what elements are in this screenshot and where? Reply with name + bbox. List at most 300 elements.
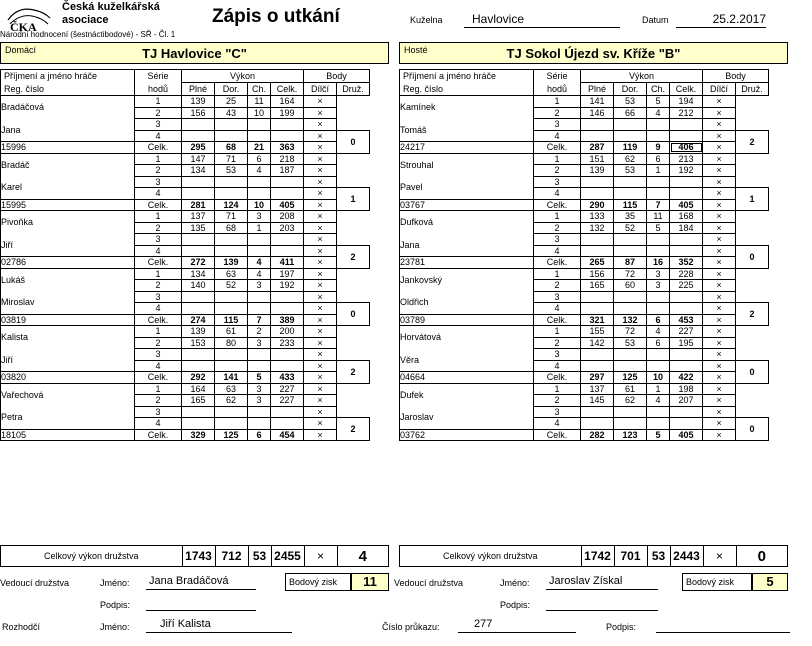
score-total: 119 xyxy=(614,142,647,154)
player-row xyxy=(400,153,769,165)
cross-mark: × xyxy=(703,314,736,326)
home-total-ch: 53 xyxy=(248,546,271,566)
date-label: Datum xyxy=(642,15,669,25)
cross-mark: × xyxy=(304,165,337,177)
score-cell: 199 xyxy=(271,107,304,119)
home-team-total xyxy=(0,545,389,567)
score-total: 6 xyxy=(248,429,271,441)
score-cell-empty xyxy=(271,119,304,131)
player-row xyxy=(1,96,370,108)
score-cell: 207 xyxy=(670,395,703,407)
score-total: 411 xyxy=(271,257,304,269)
cross-mark: × xyxy=(703,257,736,269)
cross-mark: × xyxy=(304,395,337,407)
points-spacer xyxy=(736,153,769,188)
player-firstname: Tomáš xyxy=(400,119,534,142)
score-cell: 218 xyxy=(271,153,304,165)
score-cell: 200 xyxy=(271,326,304,338)
serie-number: 2 xyxy=(534,337,581,349)
score-cell: 156 xyxy=(581,268,614,280)
cross-mark: × xyxy=(304,280,337,292)
celk-row-label: Celk. xyxy=(135,429,182,441)
score-total: 125 xyxy=(614,372,647,384)
player-reg-number: 18105 xyxy=(1,429,135,441)
player-row xyxy=(1,142,370,154)
score-cell: 3 xyxy=(248,337,271,349)
cross-mark: × xyxy=(703,130,736,142)
cross-mark: × xyxy=(703,107,736,119)
points-spacer xyxy=(736,211,769,246)
cross-mark: × xyxy=(703,418,736,430)
score-cell: 72 xyxy=(614,268,647,280)
score-cell-empty xyxy=(248,176,271,188)
score-cell: 6 xyxy=(248,153,271,165)
score-cell: 233 xyxy=(271,337,304,349)
score-cell-empty xyxy=(614,349,647,361)
score-cell-empty xyxy=(248,303,271,315)
score-cell-empty xyxy=(271,188,304,200)
score-cell: 62 xyxy=(215,395,248,407)
venue-value: Havlovice xyxy=(472,12,525,26)
score-cell-empty xyxy=(670,176,703,188)
player-row xyxy=(400,314,769,326)
serie-number: 1 xyxy=(534,326,581,338)
cross-mark: × xyxy=(703,280,736,292)
serie-number: 3 xyxy=(534,176,581,188)
score-total: 405 xyxy=(670,199,703,211)
score-cell: 137 xyxy=(182,211,215,223)
player-reg-number: 04664 xyxy=(400,372,534,384)
guest-name-label: Jméno: xyxy=(500,578,530,588)
guest-signature-field[interactable] xyxy=(546,597,658,611)
serie-number: 4 xyxy=(534,418,581,430)
cross-mark: × xyxy=(304,303,337,315)
plne-header: Plné xyxy=(581,83,614,96)
serie-header: Série xyxy=(534,70,581,83)
score-cell: 164 xyxy=(271,96,304,108)
referee-signature-field[interactable] xyxy=(656,618,790,633)
score-cell-empty xyxy=(647,418,670,430)
score-cell-empty xyxy=(581,418,614,430)
score-cell: 151 xyxy=(581,153,614,165)
date-value: 25.2.2017 xyxy=(712,12,766,26)
ch-header: Ch. xyxy=(647,83,670,96)
score-cell-empty xyxy=(248,234,271,246)
player-surname: Horvátová xyxy=(400,326,534,349)
cross-mark: × xyxy=(304,199,337,211)
score-cell-empty xyxy=(581,303,614,315)
dilci-header: Dílčí xyxy=(703,83,736,96)
score-cell-empty xyxy=(215,130,248,142)
player-row xyxy=(1,326,370,338)
name-header: Příjmení a jméno hráče xyxy=(400,70,534,83)
score-total: 433 xyxy=(271,372,304,384)
cross-mark: × xyxy=(703,234,736,246)
score-cell: 227 xyxy=(271,395,304,407)
score-cell: 61 xyxy=(215,326,248,338)
score-cell-empty xyxy=(581,234,614,246)
score-cell: 145 xyxy=(581,395,614,407)
player-row xyxy=(1,153,370,165)
player-row xyxy=(1,176,370,188)
cross-mark: × xyxy=(304,211,337,223)
player-firstname: Pavel xyxy=(400,176,534,199)
score-cell: 195 xyxy=(670,337,703,349)
score-total: 125 xyxy=(215,429,248,441)
home-total-dor: 712 xyxy=(215,546,248,566)
serie-number: 2 xyxy=(534,222,581,234)
score-cell-empty xyxy=(581,188,614,200)
score-cell: 133 xyxy=(581,211,614,223)
score-cell-empty xyxy=(670,349,703,361)
score-cell: 147 xyxy=(182,153,215,165)
serie-number: 4 xyxy=(534,303,581,315)
vykon-header: Výkon xyxy=(182,70,304,83)
cross-mark: × xyxy=(703,165,736,177)
score-cell-empty xyxy=(614,234,647,246)
cross-mark: × xyxy=(703,429,736,441)
player-reg-number: 03789 xyxy=(400,314,534,326)
score-cell: 25 xyxy=(215,96,248,108)
cross-mark: × xyxy=(703,211,736,223)
score-cell: 1 xyxy=(647,383,670,395)
home-bz-label: Bodový zisk xyxy=(285,573,351,591)
score-cell-empty xyxy=(271,303,304,315)
dilci-header: Dílčí xyxy=(304,83,337,96)
score-cell-empty xyxy=(248,418,271,430)
home-total-cross: × xyxy=(304,546,337,566)
score-cell-empty xyxy=(581,176,614,188)
score-cell: 53 xyxy=(614,165,647,177)
serie-number: 2 xyxy=(135,395,182,407)
serie-number: 4 xyxy=(534,188,581,200)
serie-number: 1 xyxy=(534,268,581,280)
card-number: 277 xyxy=(474,618,493,630)
guest-leader-name-field[interactable] xyxy=(546,575,658,590)
player-row xyxy=(400,406,769,418)
points-spacer xyxy=(337,211,370,246)
score-cell-empty xyxy=(670,234,703,246)
score-cell: 213 xyxy=(670,153,703,165)
score-total: 123 xyxy=(614,429,647,441)
guest-team-total xyxy=(399,545,788,567)
score-total: 16 xyxy=(647,257,670,269)
referee-name: Jiří Kalista xyxy=(160,618,211,630)
score-cell-empty xyxy=(670,360,703,372)
score-cell: 6 xyxy=(647,337,670,349)
guest-bz-value: 5 xyxy=(752,573,788,591)
cross-mark: × xyxy=(703,406,736,418)
guest-team-bar xyxy=(399,42,788,64)
score-cell-empty xyxy=(182,245,215,257)
score-total: 132 xyxy=(614,314,647,326)
points-spacer xyxy=(337,383,370,418)
home-team-name: TJ Havlovice "C" xyxy=(142,46,247,61)
player-reg-number: 03819 xyxy=(1,314,135,326)
celk-row-label: Celk. xyxy=(534,257,581,269)
player-reg-number: 03762 xyxy=(400,429,534,441)
player-row xyxy=(400,326,769,338)
player-surname: Bradáč xyxy=(1,153,135,176)
score-total: 287 xyxy=(581,142,614,154)
celk-row-label: Celk. xyxy=(534,372,581,384)
player-firstname: Věra xyxy=(400,349,534,372)
score-cell-empty xyxy=(647,176,670,188)
cross-mark: × xyxy=(703,142,736,154)
score-total: 265 xyxy=(581,257,614,269)
score-cell: 4 xyxy=(647,107,670,119)
score-cell-empty xyxy=(248,360,271,372)
card-label: Číslo průkazu: xyxy=(382,622,440,632)
cross-mark: × xyxy=(703,119,736,131)
score-cell-empty xyxy=(614,360,647,372)
celk-header: Celk. xyxy=(271,83,304,96)
score-cell: 11 xyxy=(248,96,271,108)
score-cell-empty xyxy=(581,245,614,257)
score-total: 9 xyxy=(647,142,670,154)
score-total: 422 xyxy=(670,372,703,384)
player-surname: Kalista xyxy=(1,326,135,349)
player-row xyxy=(1,119,370,131)
score-cell-empty xyxy=(581,349,614,361)
home-signature-field[interactable] xyxy=(146,597,256,611)
score-total: 282 xyxy=(581,429,614,441)
serie-header-2: hodů xyxy=(135,83,182,96)
player-firstname: Jaroslav xyxy=(400,406,534,429)
score-cell-empty xyxy=(581,119,614,131)
player-row xyxy=(1,211,370,223)
score-cell: 80 xyxy=(215,337,248,349)
home-team-bar xyxy=(0,42,389,64)
guest-total-celk: 2443 xyxy=(670,546,703,566)
serie-number: 2 xyxy=(534,395,581,407)
score-total: 290 xyxy=(581,199,614,211)
card-number-field[interactable] xyxy=(458,618,576,633)
player-reg-number: 24217 xyxy=(400,142,534,154)
score-cell-empty xyxy=(581,360,614,372)
score-cell-empty xyxy=(647,291,670,303)
score-cell-empty xyxy=(215,119,248,131)
score-cell-empty xyxy=(182,130,215,142)
celk-row-label: Celk. xyxy=(534,142,581,154)
serie-number: 2 xyxy=(135,107,182,119)
score-cell: 52 xyxy=(614,222,647,234)
cross-mark: × xyxy=(304,222,337,234)
serie-number: 4 xyxy=(135,303,182,315)
player-reg-number: 15995 xyxy=(1,199,135,211)
player-row xyxy=(400,268,769,280)
score-cell-empty xyxy=(614,188,647,200)
home-leader-name-field[interactable] xyxy=(146,575,256,590)
score-cell: 4 xyxy=(248,268,271,280)
cross-mark: × xyxy=(304,429,337,441)
cross-mark: × xyxy=(304,372,337,384)
player-firstname: Jana xyxy=(400,234,534,257)
score-cell-empty xyxy=(271,176,304,188)
score-cell: 1 xyxy=(248,222,271,234)
serie-number: 2 xyxy=(534,107,581,119)
score-cell-empty xyxy=(670,119,703,131)
player-surname: Dufek xyxy=(400,383,534,406)
score-cell: 5 xyxy=(647,222,670,234)
player-row xyxy=(1,349,370,361)
score-cell: 71 xyxy=(215,211,248,223)
player-firstname: Karel xyxy=(1,176,135,199)
cross-mark: × xyxy=(703,372,736,384)
score-cell: 4 xyxy=(647,326,670,338)
home-total-celk: 2455 xyxy=(271,546,304,566)
score-cell: 192 xyxy=(271,280,304,292)
player-points: 2 xyxy=(337,245,370,268)
score-cell-empty xyxy=(248,130,271,142)
cross-mark: × xyxy=(703,395,736,407)
player-surname: Dufková xyxy=(400,211,534,234)
score-cell-empty xyxy=(182,188,215,200)
score-cell-empty xyxy=(182,360,215,372)
score-cell-empty xyxy=(647,188,670,200)
score-cell-empty xyxy=(248,188,271,200)
cross-mark: × xyxy=(304,107,337,119)
serie-number: 4 xyxy=(534,360,581,372)
points-spacer xyxy=(337,326,370,361)
serie-number: 2 xyxy=(135,280,182,292)
cross-mark: × xyxy=(304,291,337,303)
score-cell: 156 xyxy=(182,107,215,119)
cross-mark: × xyxy=(703,349,736,361)
org-name: Česká kuželkářská asociace xyxy=(62,1,160,26)
cross-mark: × xyxy=(304,142,337,154)
player-surname: Lukáš xyxy=(1,268,135,291)
serie-number: 3 xyxy=(534,291,581,303)
player-points: 0 xyxy=(736,245,769,268)
venue-field[interactable] xyxy=(464,12,620,28)
serie-number: 3 xyxy=(534,406,581,418)
cross-mark: × xyxy=(304,96,337,108)
player-surname: Vařechová xyxy=(1,383,135,406)
score-cell: 68 xyxy=(215,222,248,234)
serie-number: 4 xyxy=(135,360,182,372)
score-cell-empty xyxy=(215,303,248,315)
score-cell: 139 xyxy=(581,165,614,177)
score-cell-empty xyxy=(271,349,304,361)
points-spacer xyxy=(337,96,370,131)
player-row xyxy=(1,314,370,326)
cross-mark: × xyxy=(304,383,337,395)
score-cell-empty xyxy=(647,360,670,372)
score-total: 363 xyxy=(271,142,304,154)
celk-header: Celk. xyxy=(670,83,703,96)
home-role: Domácí xyxy=(5,45,37,55)
score-total: 115 xyxy=(215,314,248,326)
player-points: 2 xyxy=(337,360,370,383)
score-total: 406 xyxy=(670,142,703,154)
serie-number: 2 xyxy=(135,222,182,234)
score-cell-empty xyxy=(271,234,304,246)
score-cell-empty xyxy=(271,418,304,430)
referee-label: Rozhodčí xyxy=(2,622,41,632)
guest-total-dor: 701 xyxy=(614,546,647,566)
guest-bz-label: Bodový zisk xyxy=(682,573,752,591)
body-header: Body xyxy=(703,70,769,83)
score-total: 453 xyxy=(670,314,703,326)
dor-header: Dor. xyxy=(215,83,248,96)
player-row xyxy=(1,234,370,246)
score-cell: 66 xyxy=(614,107,647,119)
score-cell-empty xyxy=(182,119,215,131)
score-cell-empty xyxy=(271,130,304,142)
celk-row-label: Celk. xyxy=(135,199,182,211)
guest-leader-name: Jaroslav Získal xyxy=(549,575,623,587)
player-row xyxy=(400,383,769,395)
player-row xyxy=(400,199,769,211)
points-spacer xyxy=(736,383,769,418)
score-cell-empty xyxy=(182,234,215,246)
score-cell-empty xyxy=(271,245,304,257)
player-row xyxy=(400,349,769,361)
score-total: 405 xyxy=(271,199,304,211)
score-cell-empty xyxy=(647,234,670,246)
cross-mark: × xyxy=(304,234,337,246)
score-total: 272 xyxy=(182,257,215,269)
guest-total-plne: 1742 xyxy=(581,546,614,566)
serie-number: 1 xyxy=(135,326,182,338)
score-cell: 35 xyxy=(614,211,647,223)
serie-number: 2 xyxy=(534,165,581,177)
guest-role: Hosté xyxy=(404,45,428,55)
serie-number: 3 xyxy=(534,234,581,246)
player-points: 0 xyxy=(736,418,769,441)
score-cell-empty xyxy=(248,349,271,361)
score-cell-empty xyxy=(182,303,215,315)
dor-header: Dor. xyxy=(614,83,647,96)
score-total: 5 xyxy=(647,429,670,441)
home-total-label: Celkový výkon družstva xyxy=(1,546,182,566)
score-cell: 62 xyxy=(614,395,647,407)
serie-number: 1 xyxy=(534,211,581,223)
score-total: 7 xyxy=(248,314,271,326)
cross-mark: × xyxy=(703,383,736,395)
referee-name-field[interactable] xyxy=(146,618,292,633)
score-cell-empty xyxy=(614,303,647,315)
player-firstname: Jiří xyxy=(1,349,135,372)
score-cell: 53 xyxy=(614,337,647,349)
score-total: 297 xyxy=(581,372,614,384)
score-total: 352 xyxy=(670,257,703,269)
player-row xyxy=(400,142,769,154)
score-cell: 43 xyxy=(215,107,248,119)
player-points: 0 xyxy=(337,130,370,153)
date-field[interactable] xyxy=(676,12,766,28)
ch-header: Ch. xyxy=(248,83,271,96)
score-cell-empty xyxy=(670,406,703,418)
score-cell-empty xyxy=(581,130,614,142)
cka-logo xyxy=(4,2,54,32)
cross-mark: × xyxy=(703,199,736,211)
score-cell: 3 xyxy=(248,395,271,407)
serie-number: 3 xyxy=(135,406,182,418)
cross-mark: × xyxy=(304,176,337,188)
cross-mark: × xyxy=(304,153,337,165)
score-cell: 60 xyxy=(614,280,647,292)
player-reg-number: 15996 xyxy=(1,142,135,154)
score-cell: 164 xyxy=(182,383,215,395)
cross-mark: × xyxy=(703,245,736,257)
score-cell: 227 xyxy=(271,383,304,395)
score-cell-empty xyxy=(614,291,647,303)
score-cell: 132 xyxy=(581,222,614,234)
rules-subtitle: Národní hodnocení (šestnáctibodové) - SŘ - Čl. 1 xyxy=(0,30,176,39)
cross-mark: × xyxy=(703,96,736,108)
